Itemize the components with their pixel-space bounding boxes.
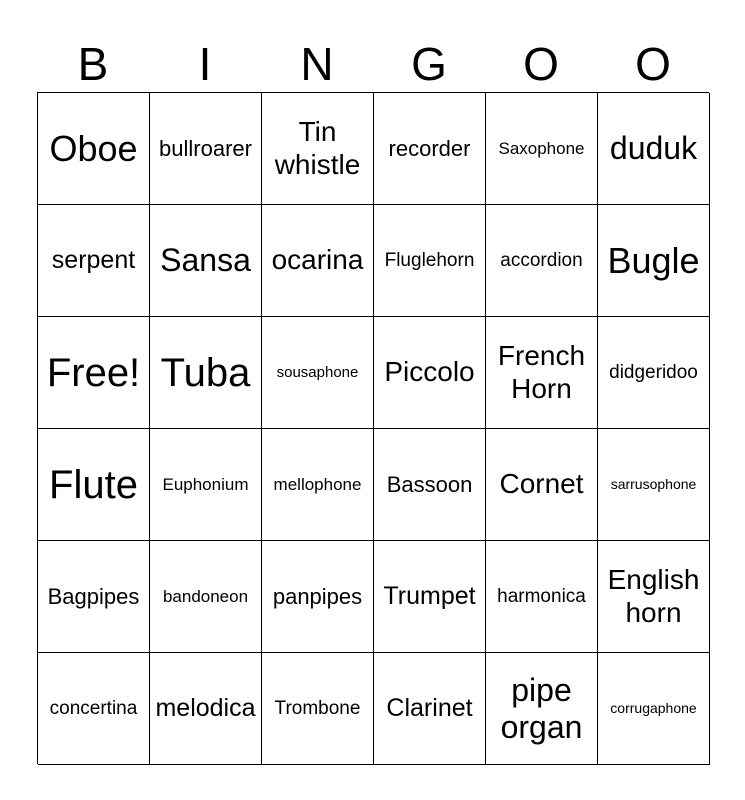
- cell-label: duduk: [609, 130, 698, 167]
- cell-label: mellophone: [273, 474, 362, 494]
- cell-label: bandoneon: [162, 586, 249, 606]
- bingo-cell[interactable]: [262, 653, 374, 765]
- cell-label: panpipes: [272, 583, 363, 609]
- bingo-cell[interactable]: [486, 541, 598, 653]
- cell-label: Trombone: [274, 697, 361, 719]
- bingo-cell[interactable]: [262, 317, 374, 429]
- bingo-cell[interactable]: [38, 317, 150, 429]
- bingo-cell[interactable]: [150, 317, 262, 429]
- cell-label: didgeridoo: [609, 361, 698, 383]
- cell-label: Saxophone: [498, 138, 585, 158]
- bingo-cell[interactable]: [38, 93, 150, 205]
- bingo-cell[interactable]: [38, 653, 150, 765]
- bingo-cell[interactable]: [486, 317, 598, 429]
- bingo-cell[interactable]: [374, 317, 486, 429]
- cell-label: Bagpipes: [47, 583, 140, 609]
- bingo-cell[interactable]: [150, 429, 262, 541]
- cell-label: serpent: [51, 246, 136, 275]
- cell-label: concertina: [49, 697, 138, 719]
- cell-label: Bassoon: [386, 471, 473, 497]
- bingo-cell[interactable]: [150, 653, 262, 765]
- bingo-cell[interactable]: [150, 205, 262, 317]
- bingo-cell[interactable]: [486, 93, 598, 205]
- bingo-cell[interactable]: [374, 429, 486, 541]
- cell-label: pipe organ: [500, 671, 583, 745]
- bingo-cell[interactable]: [150, 541, 262, 653]
- cell-label: Tuba: [160, 350, 251, 395]
- cell-label: sarrusophone: [610, 476, 697, 493]
- bingo-cell[interactable]: [486, 205, 598, 317]
- bingo-cell[interactable]: [374, 93, 486, 205]
- cell-label: Cornet: [499, 468, 584, 500]
- bingo-cell[interactable]: [38, 205, 150, 317]
- bingo-card-grid: [37, 92, 709, 764]
- bingo-cell[interactable]: [598, 205, 710, 317]
- bingo-header: [37, 36, 709, 92]
- cell-label: English horn: [607, 564, 700, 628]
- cell-label: French Horn: [497, 340, 586, 404]
- cell-label: Flute: [49, 462, 138, 507]
- cell-label: ocarina: [271, 244, 364, 276]
- bingo-cell[interactable]: [38, 541, 150, 653]
- cell-label: harmonica: [497, 585, 586, 607]
- bingo-cell[interactable]: [374, 205, 486, 317]
- bingo-cell[interactable]: [486, 429, 598, 541]
- cell-label: Piccolo: [384, 356, 475, 388]
- bingo-cell[interactable]: [598, 541, 710, 653]
- cell-label: Free!: [46, 350, 141, 395]
- bingo-cell[interactable]: [38, 429, 150, 541]
- cell-label: sousaphone: [276, 363, 359, 381]
- bingo-cell[interactable]: [150, 93, 262, 205]
- bingo-cell[interactable]: [598, 653, 710, 765]
- header-letter-o: O: [523, 38, 559, 90]
- header-letter-n: N: [300, 38, 334, 90]
- bingo-cell[interactable]: [262, 541, 374, 653]
- bingo-cell[interactable]: [374, 541, 486, 653]
- bingo-cell[interactable]: [598, 317, 710, 429]
- bingo-cell[interactable]: [486, 653, 598, 765]
- bingo-cell[interactable]: [262, 93, 374, 205]
- cell-label: Sansa: [160, 242, 251, 279]
- header-letter-i: I: [198, 38, 212, 90]
- cell-label: Fluglehorn: [384, 249, 475, 271]
- header-letter-b: B: [77, 38, 109, 90]
- cell-label: Trumpet: [383, 582, 476, 611]
- cell-label: corrugaphone: [610, 700, 697, 717]
- cell-label: melodica: [155, 694, 256, 723]
- cell-label: recorder: [388, 135, 471, 161]
- cell-label: accordion: [500, 249, 583, 271]
- bingo-cell[interactable]: [374, 653, 486, 765]
- bingo-cell[interactable]: [598, 429, 710, 541]
- cell-label: Euphonium: [162, 474, 249, 494]
- cell-label: Oboe: [49, 127, 138, 169]
- header-letter-g: G: [411, 38, 447, 90]
- bingo-cell[interactable]: [598, 93, 710, 205]
- cell-label: Bugle: [607, 239, 700, 281]
- header-letter-o-2: O: [635, 38, 671, 90]
- bingo-cell[interactable]: [262, 205, 374, 317]
- cell-label: Tin whistle: [274, 116, 361, 180]
- cell-label: bullroarer: [159, 135, 252, 161]
- bingo-cell[interactable]: [262, 429, 374, 541]
- cell-label: Clarinet: [386, 694, 473, 723]
